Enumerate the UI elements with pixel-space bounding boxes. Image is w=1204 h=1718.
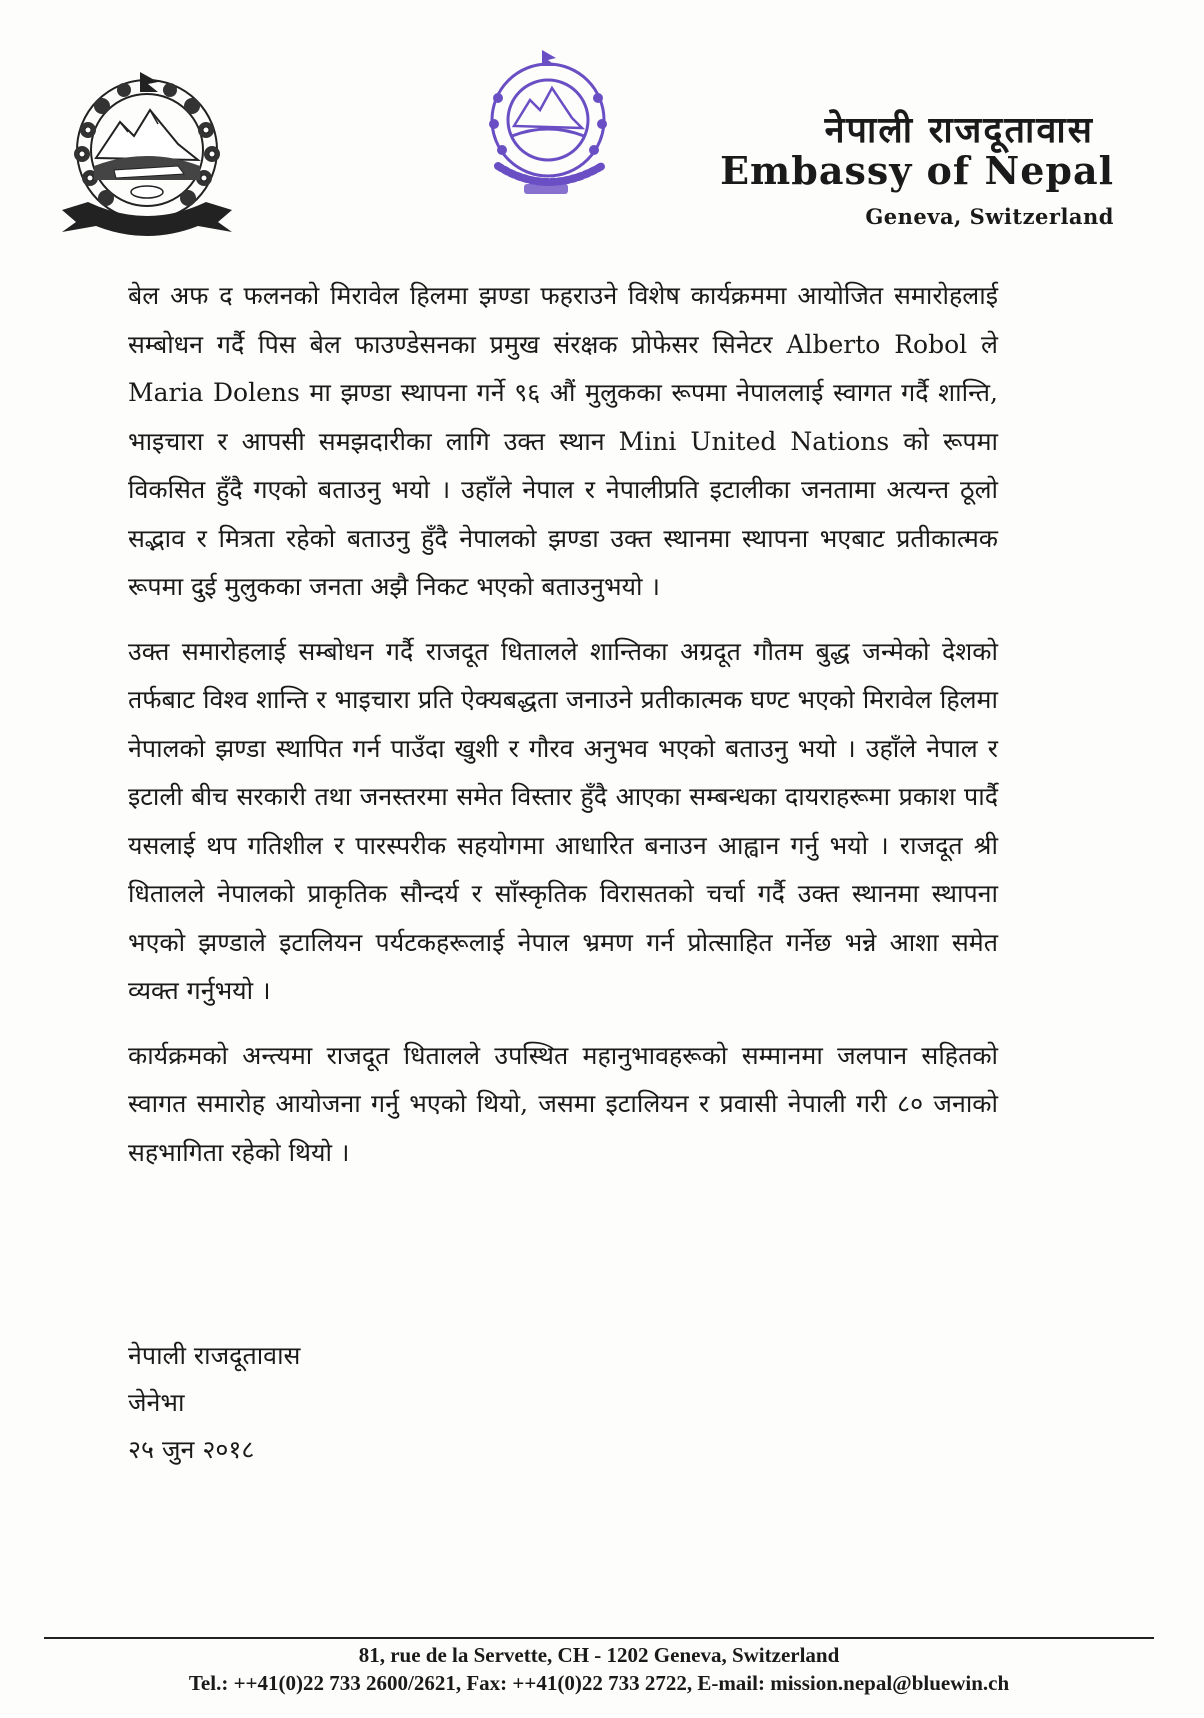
- body-paragraph: उक्त समारोहलाई सम्बोधन गर्दै राजदूत धितालले शान्तिका अग्रदूत गौतम बुद्ध जन्मेको देशको तर्फबाट विश्व शान्ति र भाइचारा प्रति ऐक्यबद्धता जनाउने प्रतीकात्मक घण्ट भएको मिरावेल हिलमा नेपालको झण्डा स्थापित गर्न पाउँदा खुशी र गौरव अनुभव भएको बताउनु भयो । उहाँले नेपाल र इटाली बीच सरकारी तथा जनस्तरमा समेत विस्तार हुँदै आएका सम्बन्धका दायराहरूमा प्रकाश पार्दै यसलाई थप गतिशील र पारस्परीक सहयोगमा आधारित बनाउन आह्वान गर्नु भयो । राजदूत श्री धितालले नेपालको प्राकृतिक सौन्दर्य र साँस्कृतिक विरासतको चर्चा गर्दै उक्त स्थानमा स्थापना भएको झण्डाले इटालियन पर्यटकहरूलाई नेपाल भ्रमण गर्न प्रोत्साहित गर्नेछ भन्ने आशा समेत व्यक्त गर्नुभयो ।: [128, 636, 998, 1005]
- footer-divider: [44, 1637, 1154, 1639]
- signature-block: [128, 1332, 300, 1473]
- signature-city: जेनेभा: [128, 1388, 185, 1417]
- letterhead-title-english: Embassy of Nepal: [720, 148, 1114, 193]
- body-paragraph: कार्यक्रमको अन्त्यमा राजदूत धितालले उपस्थित महानुभावहरूको सम्मानमा जलपान सहितको स्वागत समारोह आयोजना गर्नु भएको थियो, जसमा इटालियन र प्रवासी नेपाली गरी ८० जनाको सहभागिता रहेको थियो ।: [128, 1040, 998, 1167]
- signature-date: २५ जुन २०१८: [128, 1435, 255, 1464]
- signature-org: नेपाली राजदूतावास: [128, 1341, 301, 1370]
- nepal-emblem-icon: [58, 70, 236, 238]
- body-paragraph: बेल अफ द फलनको मिरावेल हिलमा झण्डा फहराउने विशेष कार्यक्रममा आयोजित समारोहलाई सम्बोधन गर्दै पिस बेल फाउण्डेसनका प्रमुख संरक्षक प्रोफेसर सिनेटर Alberto Robol ले Maria Dolens मा झण्डा स्थापना गर्ने ९६ औं मुलुकका रूपमा नेपाललाई स्वागत गर्दै शान्ति, भाइचारा र आपसी समझदारीका लागि उक्त स्थान Mini United Nations को रूपमा विकसित हुँदै गएको बताउनु भयो । उहाँले नेपाल र नेपालीप्रति इटालीका जनतामा अत्यन्त ठूलो सद्भाव र मित्रता रहेको बताउनु हुँदै नेपालको झण्डा उक्त स्थानमा स्थापना भएबाट प्रतीकात्मक रूपमा दुई मुलुकका जनता अझै निकट भएको बताउनुभयो ।: [128, 281, 998, 601]
- letter-body: [128, 272, 998, 1193]
- letterhead-location: Geneva, Switzerland: [865, 204, 1114, 229]
- footer-contact: Tel.: ++41(0)22 733 2600/2621, Fax: ++41(0)22 733 2722, E-mail: mission.nepal@bluewin.ch: [188, 1671, 1010, 1695]
- letterhead-title-nepali: नेपाली राजदूतावास: [824, 109, 1094, 151]
- footer-address: 81, rue de la Servette, CH - 1202 Geneva, Switzerland: [358, 1643, 840, 1667]
- embassy-stamp-icon: [468, 48, 628, 216]
